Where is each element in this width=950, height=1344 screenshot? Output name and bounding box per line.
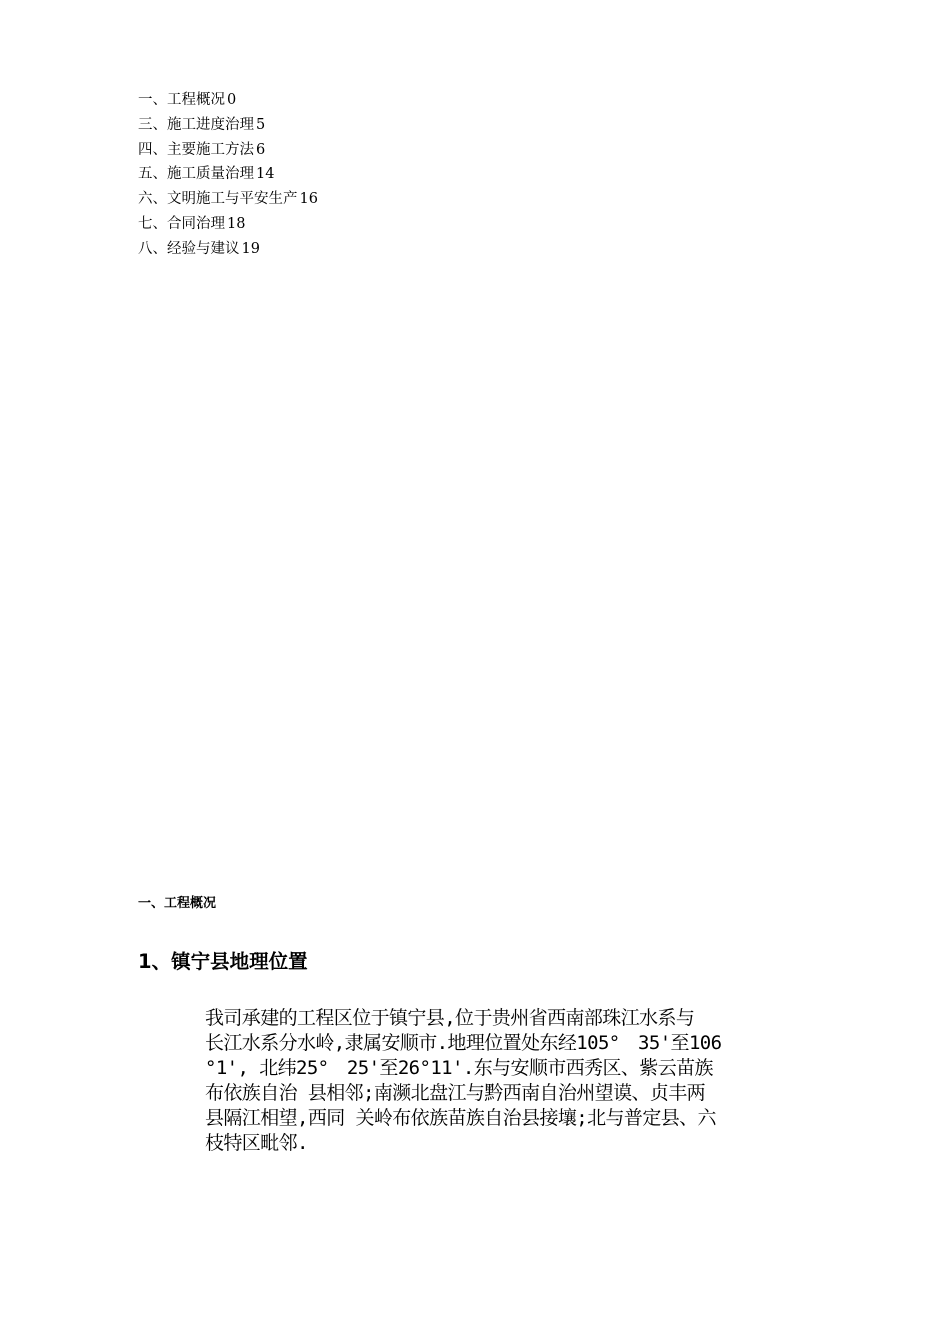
sub-heading: 1、镇宁县地理位置 <box>138 950 308 973</box>
toc-item[interactable] <box>138 212 318 237</box>
toc-item[interactable] <box>138 162 318 187</box>
toc-item-page: 14 <box>256 166 275 183</box>
paragraph-line: 县隔江相望,西同 关岭布依族苗族自治县接壤;北与普定县、六 <box>205 1107 716 1129</box>
paragraph-line: °1', 北纬25° 25'至26°11'.东与安顺市西秀区、紫云苗族 <box>205 1057 713 1079</box>
toc-item-label: 八、经验与建议 <box>138 240 240 257</box>
toc-item-page: 5 <box>256 116 266 133</box>
body-paragraph <box>205 1006 845 1156</box>
toc-item-page: 19 <box>241 240 260 257</box>
section-heading: 一、工程概况 <box>138 896 217 911</box>
paragraph-line: 长江水系分水岭,隶属安顺市.地理位置处东经105° 35'至106 <box>205 1032 722 1054</box>
table-of-contents <box>138 88 318 262</box>
toc-item-page: 18 <box>227 215 246 232</box>
paragraph-line: 枝特区毗邻. <box>205 1132 308 1154</box>
toc-item-page: 16 <box>299 191 318 208</box>
toc-item-label: 三、施工进度治理 <box>138 116 254 133</box>
toc-item-label: 五、施工质量治理 <box>138 166 254 183</box>
toc-item[interactable] <box>138 187 318 212</box>
paragraph-line: 布依族自治 县相邻;南濒北盘江与黔西南自治州望谟、贞丰两 <box>205 1082 706 1104</box>
toc-item[interactable] <box>138 88 318 113</box>
toc-item[interactable] <box>138 113 318 138</box>
toc-item-label: 四、主要施工方法 <box>138 141 254 158</box>
toc-item-label: 六、文明施工与平安生产 <box>138 191 298 208</box>
toc-item-page: 6 <box>256 141 266 158</box>
paragraph-line: 我司承建的工程区位于镇宁县,位于贵州省西南部珠江水系与 <box>205 1007 695 1029</box>
toc-item-page: 0 <box>227 92 237 108</box>
toc-item-label: 一、工程概况 <box>138 92 225 108</box>
toc-item[interactable] <box>138 237 318 262</box>
toc-item-label: 七、合同治理 <box>138 215 225 232</box>
toc-item[interactable] <box>138 138 318 163</box>
